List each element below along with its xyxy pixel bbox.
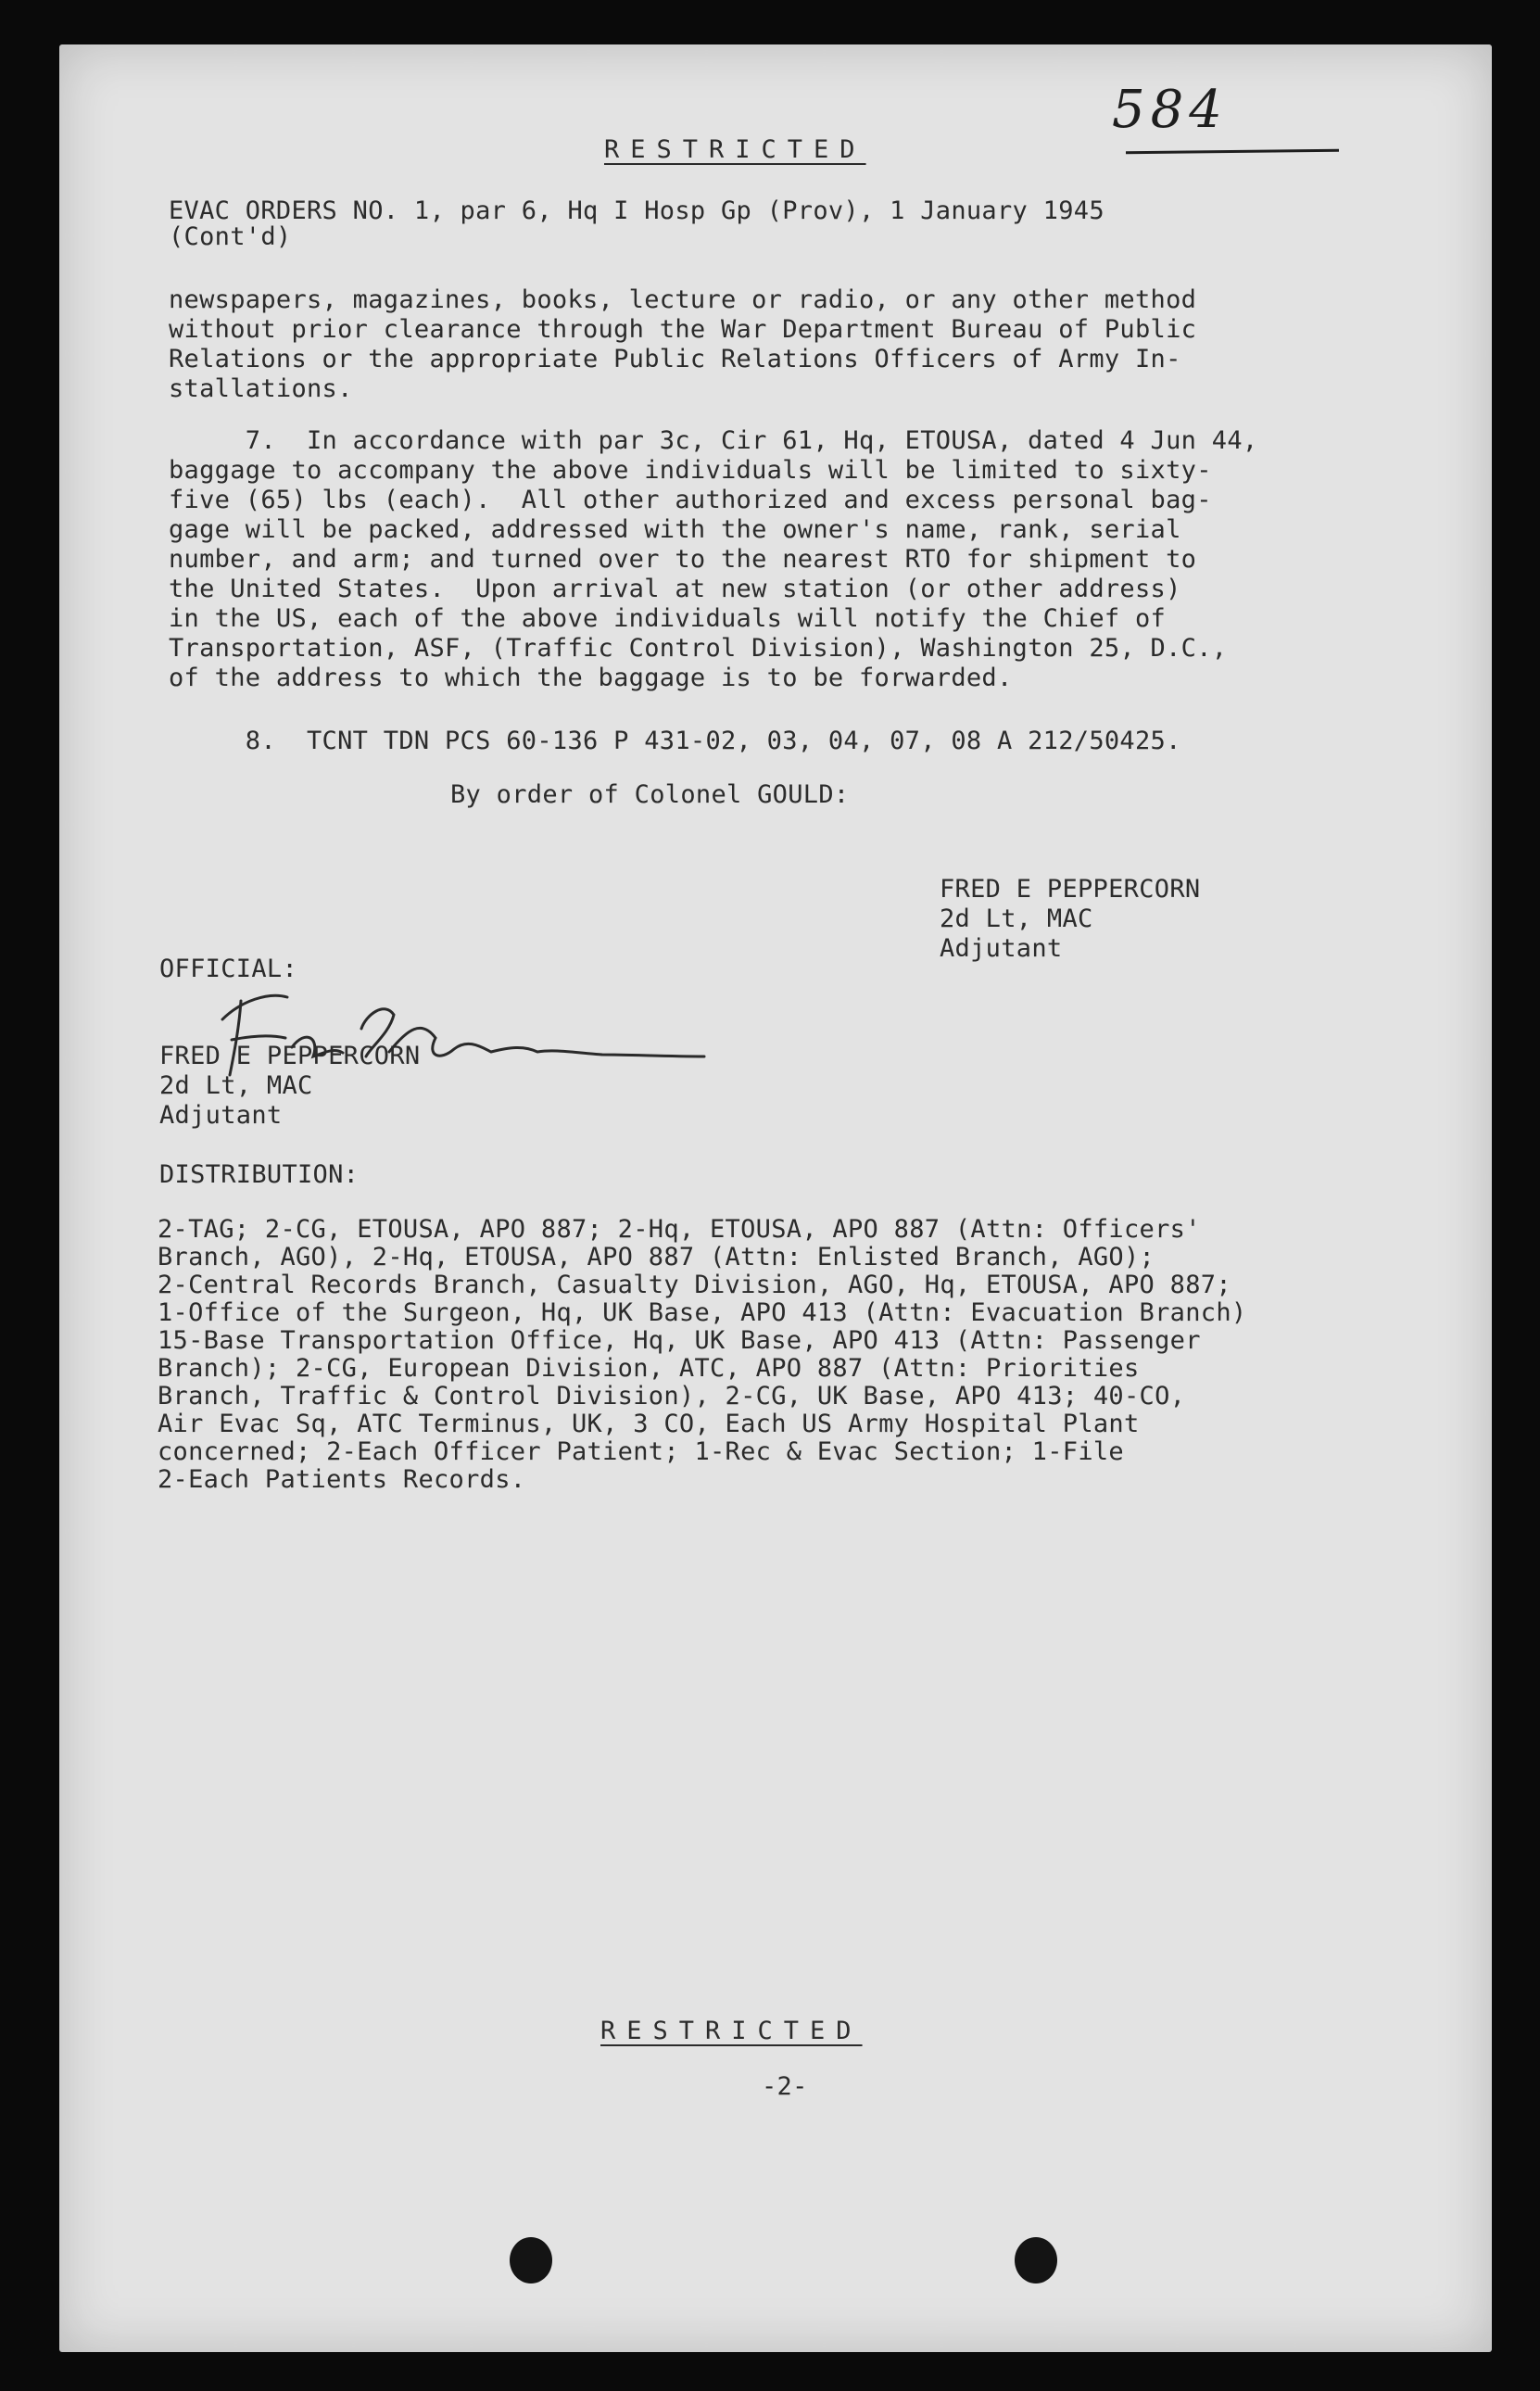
text-line: concerned; 2-Each Officer Patient; 1-Rec & Evac Section; 1-File — [158, 1437, 1124, 1466]
text-line: Relations or the appropriate Public Relations Officers of Army In- — [169, 345, 1181, 373]
footer-classification: RESTRICTED — [600, 2017, 863, 2045]
header-reference-cont: (Cont'd) — [169, 222, 292, 251]
text-line: of the address to which the baggage is to be forwarded. — [169, 664, 1013, 692]
distribution-list — [158, 1216, 1246, 1494]
text-line: without prior clearance through the War Department Bureau of Public — [169, 315, 1197, 344]
official-title: Adjutant — [159, 1101, 283, 1130]
text-line: newspapers, magazines, books, lecture or radio, or any other method — [169, 285, 1197, 314]
signer-title: Adjutant — [940, 934, 1063, 963]
official-name: FRED E PEPPERCORN — [159, 1042, 421, 1070]
text-line: baggage to accompany the above individuals will be limited to sixty- — [169, 456, 1212, 485]
official-rank: 2d Lt, MAC — [159, 1071, 313, 1100]
paragraph-7 — [169, 426, 1257, 693]
text-line: 2-Central Records Branch, Casualty Division, AGO, Hq, ETOUSA, APO 887; — [158, 1271, 1231, 1299]
paragraph-continued — [169, 285, 1196, 404]
signer-rank: 2d Lt, MAC — [940, 905, 1093, 933]
text-line: Branch, Traffic & Control Division), 2-CG, UK Base, APO 413; 40-CO, — [158, 1382, 1186, 1411]
official-label: OFFICIAL: — [159, 955, 297, 983]
handwritten-page-number: 584 — [1112, 80, 1228, 140]
text-line: Air Evac Sq, ATC Terminus, UK, 3 CO, Each US Army Hospital Plant — [158, 1410, 1140, 1438]
text-line: the United States. Upon arrival at new station (or other address) — [169, 575, 1181, 603]
text-line: stallations. — [169, 374, 353, 403]
footer-page-number: -2- — [762, 2072, 808, 2101]
text-line: 15-Base Transportation Office, Hq, UK Base, APO 413 (Attn: Passenger — [158, 1326, 1201, 1355]
text-line: number, and arm; and turned over to the nearest RTO for shipment to — [169, 545, 1197, 574]
paragraph-8: 8. TCNT TDN PCS 60-136 P 431-02, 03, 04, 07, 08 A 212/50425. — [169, 727, 1181, 755]
official-block — [159, 1042, 420, 1131]
header-classification: RESTRICTED — [604, 135, 866, 164]
by-order-line: By order of Colonel GOULD: — [450, 780, 850, 809]
text-line: 7. In accordance with par 3c, Cir 61, Hq, ETOUSA, dated 4 Jun 44, — [169, 426, 1258, 455]
punch-hole — [510, 2237, 552, 2283]
text-line: 1-Office of the Surgeon, Hq, UK Base, APO 413 (Attn: Evacuation Branch) — [158, 1298, 1247, 1327]
signature-block — [940, 875, 1200, 964]
signer-name: FRED E PEPPERCORN — [940, 875, 1201, 904]
punch-hole — [1015, 2237, 1057, 2283]
text-line: Branch, AGO), 2-Hq, ETOUSA, APO 887 (Attn: Enlisted Branch, AGO); — [158, 1243, 1155, 1271]
text-line: Transportation, ASF, (Traffic Control Division), Washington 25, D.C., — [169, 634, 1228, 663]
text-line: gage will be packed, addressed with the owner's name, rank, serial — [169, 515, 1181, 544]
text-line: Branch); 2-CG, European Division, ATC, APO 887 (Attn: Priorities — [158, 1354, 1140, 1383]
text-line: 2-TAG; 2-CG, ETOUSA, APO 887; 2-Hq, ETOUSA, APO 887 (Attn: Officers' — [158, 1215, 1201, 1244]
text-line: 2-Each Patients Records. — [158, 1465, 526, 1494]
distribution-label: DISTRIBUTION: — [159, 1160, 360, 1189]
text-line: five (65) lbs (each). All other authorized and excess personal bag- — [169, 486, 1212, 514]
header-reference: EVAC ORDERS NO. 1, par 6, Hq I Hosp Gp (Prov), 1 January 1945 — [169, 196, 1105, 225]
text-line: in the US, each of the above individuals will notify the Chief of — [169, 604, 1167, 633]
